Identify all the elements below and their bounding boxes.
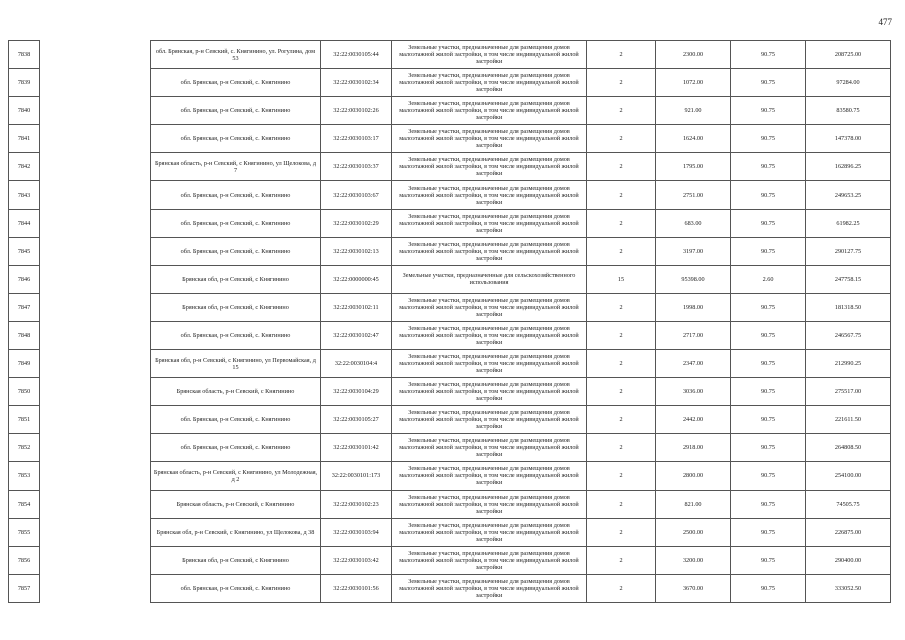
address-cell: Брянская область, р-н Севский, с Княгинино, ул Молодежная, д 2 [151, 462, 321, 490]
rate-cell: 90.75 [731, 321, 806, 349]
rate-cell: 90.75 [731, 209, 806, 237]
table-row [9, 462, 891, 490]
group-cell: 2 [587, 518, 656, 546]
record-number-cell: 7846 [9, 265, 40, 293]
area-cell: 2347.00 [656, 350, 731, 378]
cadastral-value-cell: 275517.00 [806, 378, 891, 406]
cadastral-value-cell: 333052.50 [806, 574, 891, 602]
group-cell: 2 [587, 293, 656, 321]
address-cell: Брянская обл, р-н Севский, с Княгинино [151, 546, 321, 574]
group-cell: 2 [587, 41, 656, 69]
area-cell: 3200.00 [656, 546, 731, 574]
spacer-cell [40, 546, 151, 574]
cadastral-value-cell: 290127.75 [806, 237, 891, 265]
spacer-cell [40, 293, 151, 321]
land-use-cell: Земельные участки, предназначенные для размещения домов малоэтажной жилой застройки, в том числе индивидуальной жилой застройки [392, 518, 587, 546]
cadastral-number-cell: 32:22:0030102:29 [321, 209, 392, 237]
cadastral-value-cell: 61982.25 [806, 209, 891, 237]
record-number-cell: 7856 [9, 546, 40, 574]
spacer-cell [40, 265, 151, 293]
land-use-cell: Земельные участки, предназначенные для размещения домов малоэтажной жилой застройки, в том числе индивидуальной жилой застройки [392, 125, 587, 153]
spacer-cell [40, 518, 151, 546]
table-row [9, 378, 891, 406]
record-number-cell: 7845 [9, 237, 40, 265]
table-row [9, 574, 891, 602]
cadastral-value-cell: 74505.75 [806, 490, 891, 518]
group-cell: 2 [587, 237, 656, 265]
record-number-cell: 7851 [9, 406, 40, 434]
rate-cell: 90.75 [731, 434, 806, 462]
group-cell: 2 [587, 125, 656, 153]
spacer-cell [40, 490, 151, 518]
address-cell: обл. Брянская, р-н Севский, с. Княгинино [151, 97, 321, 125]
group-cell: 2 [587, 546, 656, 574]
record-number-cell: 7848 [9, 321, 40, 349]
table-row [9, 69, 891, 97]
address-cell: обл. Брянская, р-н Севский, с. Княгинино, ул. Рогулина, дом 53 [151, 41, 321, 69]
land-use-cell: Земельные участки, предназначенные для размещения домов малоэтажной жилой застройки, в том числе индивидуальной жилой застройки [392, 97, 587, 125]
table-row [9, 97, 891, 125]
land-use-cell: Земельные участки, предназначенные для размещения домов малоэтажной жилой застройки, в том числе индивидуальной жилой застройки [392, 462, 587, 490]
spacer-cell [40, 97, 151, 125]
table-row [9, 265, 891, 293]
spacer-cell [40, 181, 151, 209]
record-number-cell: 7853 [9, 462, 40, 490]
rate-cell: 90.75 [731, 518, 806, 546]
address-cell: обл. Брянская, р-н Севский, с. Княгинино [151, 406, 321, 434]
area-cell: 3036.00 [656, 378, 731, 406]
address-cell: обл. Брянская, р-н Севский, с. Княгинино [151, 237, 321, 265]
record-number-cell: 7857 [9, 574, 40, 602]
rate-cell: 90.75 [731, 293, 806, 321]
group-cell: 2 [587, 321, 656, 349]
record-number-cell: 7843 [9, 181, 40, 209]
rate-cell: 90.75 [731, 41, 806, 69]
record-number-cell: 7849 [9, 350, 40, 378]
cadastral-number-cell: 32:22:0030103:37 [321, 153, 392, 181]
cadastral-number-cell: 32:22:0030103:94 [321, 518, 392, 546]
rate-cell: 90.75 [731, 181, 806, 209]
land-use-cell: Земельные участки, предназначенные для размещения домов малоэтажной жилой застройки, в том числе индивидуальной жилой застройки [392, 546, 587, 574]
spacer-cell [40, 321, 151, 349]
spacer-cell [40, 209, 151, 237]
land-use-cell: Земельные участки, предназначенные для размещения домов малоэтажной жилой застройки, в том числе индивидуальной жилой застройки [392, 490, 587, 518]
group-cell: 2 [587, 490, 656, 518]
table-row [9, 546, 891, 574]
group-cell: 2 [587, 181, 656, 209]
land-use-cell: Земельные участки, предназначенные для размещения домов малоэтажной жилой застройки, в том числе индивидуальной жилой застройки [392, 181, 587, 209]
table-row [9, 406, 891, 434]
table-row [9, 350, 891, 378]
spacer-cell [40, 350, 151, 378]
land-use-cell: Земельные участки, предназначенные для размещения домов малоэтажной жилой застройки, в том числе индивидуальной жилой застройки [392, 41, 587, 69]
land-registry-table [8, 40, 891, 603]
group-cell: 15 [587, 265, 656, 293]
cadastral-value-cell: 162896.25 [806, 153, 891, 181]
land-use-cell: Земельные участки, предназначенные для размещения домов малоэтажной жилой застройки, в том числе индивидуальной жилой застройки [392, 350, 587, 378]
rate-cell: 90.75 [731, 406, 806, 434]
address-cell: Брянская область, р-н Севский, с Княгинино, ул Щелокова, д 7 [151, 153, 321, 181]
cadastral-value-cell: 97284.00 [806, 69, 891, 97]
cadastral-value-cell: 83580.75 [806, 97, 891, 125]
spacer-cell [40, 378, 151, 406]
cadastral-number-cell: 32:22:0030102:47 [321, 321, 392, 349]
table-row [9, 518, 891, 546]
table-row [9, 237, 891, 265]
table-row [9, 181, 891, 209]
cadastral-value-cell: 147378.00 [806, 125, 891, 153]
address-cell: обл. Брянская, р-н Севский, с. Княгинино [151, 321, 321, 349]
cadastral-value-cell: 249653.25 [806, 181, 891, 209]
address-cell: Брянская обл, р-н Севский, с Княгинино [151, 293, 321, 321]
table-row [9, 125, 891, 153]
address-cell: обл. Брянская, р-н Севский, с. Княгинино [151, 574, 321, 602]
rate-cell: 90.75 [731, 490, 806, 518]
record-number-cell: 7840 [9, 97, 40, 125]
record-number-cell: 7841 [9, 125, 40, 153]
cadastral-value-cell: 208725.00 [806, 41, 891, 69]
cadastral-number-cell: 32:22:0030105:27 [321, 406, 392, 434]
cadastral-number-cell: 32:22:0030105:44 [321, 41, 392, 69]
cadastral-value-cell: 246567.75 [806, 321, 891, 349]
land-use-cell: Земельные участки, предназначенные для сельскохозяйственного использования [392, 265, 587, 293]
table-row [9, 490, 891, 518]
cadastral-number-cell: 32:22:0030101:42 [321, 434, 392, 462]
area-cell: 1795.00 [656, 153, 731, 181]
area-cell: 1624.00 [656, 125, 731, 153]
cadastral-value-cell: 221611.50 [806, 406, 891, 434]
address-cell: обл. Брянская, р-н Севский, с. Княгинино [151, 209, 321, 237]
record-number-cell: 7839 [9, 69, 40, 97]
record-number-cell: 7844 [9, 209, 40, 237]
cadastral-number-cell: 32:22:0000000:45 [321, 265, 392, 293]
land-use-cell: Земельные участки, предназначенные для размещения домов малоэтажной жилой застройки, в том числе индивидуальной жилой застройки [392, 406, 587, 434]
cadastral-number-cell: 32:22:0030104:29 [321, 378, 392, 406]
group-cell: 2 [587, 434, 656, 462]
land-use-cell: Земельные участки, предназначенные для размещения домов малоэтажной жилой застройки, в том числе индивидуальной жилой застройки [392, 69, 587, 97]
cadastral-number-cell: 32:22:0030102:11 [321, 293, 392, 321]
cadastral-number-cell: 32:22:0030102:34 [321, 69, 392, 97]
cadastral-value-cell: 212990.25 [806, 350, 891, 378]
area-cell: 3197.00 [656, 237, 731, 265]
land-use-cell: Земельные участки, предназначенные для размещения домов малоэтажной жилой застройки, в том числе индивидуальной жилой застройки [392, 209, 587, 237]
spacer-cell [40, 406, 151, 434]
group-cell: 2 [587, 153, 656, 181]
area-cell: 2717.00 [656, 321, 731, 349]
spacer-cell [40, 462, 151, 490]
group-cell: 2 [587, 574, 656, 602]
cadastral-number-cell: 32:22:0030103:42 [321, 546, 392, 574]
land-use-cell: Земельные участки, предназначенные для размещения домов малоэтажной жилой застройки, в том числе индивидуальной жилой застройки [392, 237, 587, 265]
address-cell: обл. Брянская, р-н Севский, с. Княгинино [151, 69, 321, 97]
cadastral-value-cell: 254100.00 [806, 462, 891, 490]
table-body [9, 41, 891, 603]
rate-cell: 90.75 [731, 462, 806, 490]
land-use-cell: Земельные участки, предназначенные для размещения домов малоэтажной жилой застройки, в том числе индивидуальной жилой застройки [392, 153, 587, 181]
area-cell: 2751.00 [656, 181, 731, 209]
cadastral-number-cell: 32:22:0030102:23 [321, 490, 392, 518]
address-cell: обл. Брянская, р-н Севский, с. Княгинино [151, 181, 321, 209]
table-row [9, 321, 891, 349]
area-cell: 2918.00 [656, 434, 731, 462]
area-cell: 683.00 [656, 209, 731, 237]
group-cell: 2 [587, 69, 656, 97]
cadastral-number-cell: 32:22:0030102:26 [321, 97, 392, 125]
rate-cell: 90.75 [731, 153, 806, 181]
group-cell: 2 [587, 209, 656, 237]
table-row [9, 153, 891, 181]
spacer-cell [40, 69, 151, 97]
record-number-cell: 7852 [9, 434, 40, 462]
table-row [9, 41, 891, 69]
spacer-cell [40, 125, 151, 153]
rate-cell: 90.75 [731, 237, 806, 265]
cadastral-value-cell: 264808.50 [806, 434, 891, 462]
record-number-cell: 7850 [9, 378, 40, 406]
land-use-cell: Земельные участки, предназначенные для размещения домов малоэтажной жилой застройки, в том числе индивидуальной жилой застройки [392, 434, 587, 462]
rate-cell: 90.75 [731, 69, 806, 97]
spacer-cell [40, 41, 151, 69]
address-cell: Брянская область, р-н Севский, с Княгинино [151, 490, 321, 518]
address-cell: Брянская обл, р-н Севский, с Княгинино [151, 265, 321, 293]
spacer-cell [40, 153, 151, 181]
area-cell: 2500.00 [656, 518, 731, 546]
cadastral-number-cell: 32:22:0030103:17 [321, 125, 392, 153]
land-use-cell: Земельные участки, предназначенные для размещения домов малоэтажной жилой застройки, в том числе индивидуальной жилой застройки [392, 378, 587, 406]
address-cell: Брянская обл, р-н Севский, с Княгинино, ул Щелокова, д 38 [151, 518, 321, 546]
area-cell: 2300.00 [656, 41, 731, 69]
rate-cell: 90.75 [731, 378, 806, 406]
group-cell: 2 [587, 406, 656, 434]
group-cell: 2 [587, 378, 656, 406]
area-cell: 1998.00 [656, 293, 731, 321]
table-row [9, 293, 891, 321]
cadastral-value-cell: 226875.00 [806, 518, 891, 546]
area-cell: 921.00 [656, 97, 731, 125]
land-use-cell: Земельные участки, предназначенные для размещения домов малоэтажной жилой застройки, в том числе индивидуальной жилой застройки [392, 574, 587, 602]
rate-cell: 90.75 [731, 97, 806, 125]
area-cell: 1072.00 [656, 69, 731, 97]
cadastral-value-cell: 181318.50 [806, 293, 891, 321]
record-number-cell: 7847 [9, 293, 40, 321]
record-number-cell: 7838 [9, 41, 40, 69]
cadastral-number-cell: 32:22:0030104:4 [321, 350, 392, 378]
area-cell: 2800.00 [656, 462, 731, 490]
area-cell: 2442.00 [656, 406, 731, 434]
area-cell: 3670.00 [656, 574, 731, 602]
spacer-cell [40, 237, 151, 265]
cadastral-value-cell: 290400.00 [806, 546, 891, 574]
cadastral-number-cell: 32:22:0030102:13 [321, 237, 392, 265]
group-cell: 2 [587, 462, 656, 490]
spacer-cell [40, 434, 151, 462]
area-cell: 95398.00 [656, 265, 731, 293]
rate-cell: 90.75 [731, 125, 806, 153]
rate-cell: 90.75 [731, 350, 806, 378]
land-use-cell: Земельные участки, предназначенные для размещения домов малоэтажной жилой застройки, в том числе индивидуальной жилой застройки [392, 321, 587, 349]
address-cell: обл. Брянская, р-н Севский, с. Княгинино [151, 125, 321, 153]
record-number-cell: 7842 [9, 153, 40, 181]
area-cell: 821.00 [656, 490, 731, 518]
spacer-cell [40, 574, 151, 602]
group-cell: 2 [587, 350, 656, 378]
rate-cell: 90.75 [731, 574, 806, 602]
rate-cell: 90.75 [731, 546, 806, 574]
address-cell: Брянская обл, р-н Севский, с Княгинино, ул Первомайская, д 15 [151, 350, 321, 378]
rate-cell: 2.60 [731, 265, 806, 293]
land-use-cell: Земельные участки, предназначенные для размещения домов малоэтажной жилой застройки, в том числе индивидуальной жилой застройки [392, 293, 587, 321]
cadastral-number-cell: 32:22:0030101:173 [321, 462, 392, 490]
cadastral-number-cell: 32:22:0030103:67 [321, 181, 392, 209]
cadastral-number-cell: 32:22:0030101:56 [321, 574, 392, 602]
table-row [9, 209, 891, 237]
address-cell: Брянская область, р-н Севский, с Княгинино [151, 378, 321, 406]
page-number: 477 [878, 17, 892, 27]
group-cell: 2 [587, 97, 656, 125]
table-row [9, 434, 891, 462]
record-number-cell: 7854 [9, 490, 40, 518]
record-number-cell: 7855 [9, 518, 40, 546]
cadastral-value-cell: 247758.15 [806, 265, 891, 293]
address-cell: обл. Брянская, р-н Севский, с. Княгинино [151, 434, 321, 462]
